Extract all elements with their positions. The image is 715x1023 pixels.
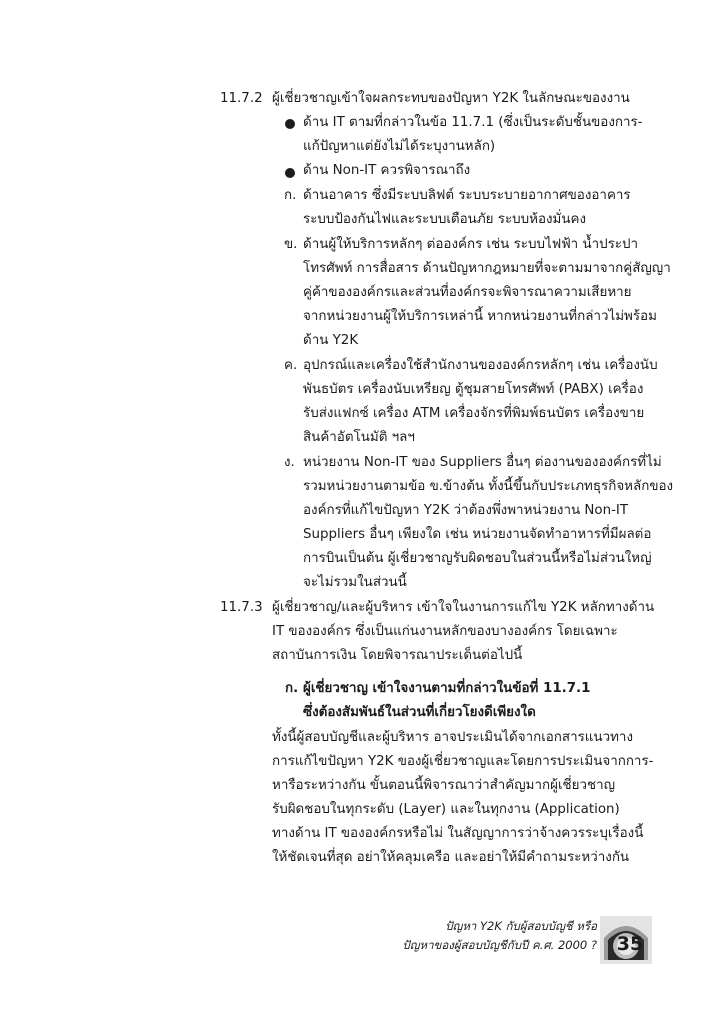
item-marker: ค. xyxy=(284,358,298,373)
bullet-text: แก้ปัญหาแต่ยังไม่ได้ระบุงานหลัก) xyxy=(303,139,496,154)
item-text: รับส่งแฟกซ์ เครื่อง ATM เครื่องจักรที่พิมพ์ธนบัตร เครื่องขาย xyxy=(303,406,645,421)
item-text: จะไม่รวมในส่วนนี้ xyxy=(303,575,407,590)
sub-heading: ซึ่งต้องสัมพันธ์ในส่วนที่เกี่ยวโยงดีเพียงใด xyxy=(303,705,536,720)
item-marker: ก. xyxy=(284,188,297,203)
body-text: รับผิดชอบในทุกระดับ (Layer) และในทุกงาน (Application) xyxy=(272,802,620,817)
item-text: หน่วยงาน Non-IT ของ Suppliers อื่นๆ ต่องานขององค์กรที่ไม่ xyxy=(303,455,662,470)
bullet-text: ด้าน Non-IT ควรพิจารณาถึง xyxy=(303,163,471,178)
body-text: การแก้ไขปัญหา Y2K ของผู้เชี่ยวชาญและโดยการประเมินจากการ- xyxy=(272,754,654,769)
section-number: 11.7.3 xyxy=(220,600,263,615)
item-text: รวมหน่วยงานตามข้อ ข.ข้างต้น ทั้งนี้ขึ้นกับประเภทธุรกิจหลักของ xyxy=(303,479,674,494)
item-text: ด้านผู้ให้บริการหลักๆ ต่อองค์กร เช่น ระบบไฟฟ้า น้ำประปา xyxy=(303,237,639,252)
item-text: ด้านอาคาร ซึ่งมีระบบลิฟต์ ระบบระบายอากาศของอาคาร xyxy=(303,188,631,203)
footer-title-line: ปัญหาของผู้สอบบัญชีกับปี ค.ศ. 2000 ? xyxy=(402,938,597,952)
item-text: โทรศัพท์ การสื่อสาร ด้านปัญหากฎหมายที่จะตามมาจากคู่สัญญา xyxy=(303,261,671,276)
section-number: 11.7.2 xyxy=(220,91,263,106)
section-text: IT ขององค์กร ซึ่งเป็นแก่นงานหลักของบางองค์กร โดยเฉพาะ xyxy=(272,624,618,639)
body-text: ทั้งนี้ผู้สอบบัญชีและผู้บริหาร อาจประเมินได้จากเอกสารแนวทาง xyxy=(272,730,633,745)
bullet-icon xyxy=(285,119,295,129)
item-text: พันธบัตร เครื่องนับเหรียญ ตู้ชุมสายโทรศัพท์ (PABX) เครื่อง xyxy=(303,382,644,397)
item-text: สินค้าอัตโนมัติ ฯลฯ xyxy=(303,430,415,445)
item-text: องค์กรที่แก้ไขปัญหา Y2K ว่าต้องพึ่งพาหน่วยงาน Non-IT xyxy=(303,503,629,518)
body-text: หารือระหว่างกัน ขั้นตอนนี้พิจารณาว่าสำคัญมากผู้เชี่ยวชาญ xyxy=(272,778,616,793)
body-text: ทางด้าน IT ขององค์กรหรือไม่ ในสัญญาการว่าจ้างควรระบุเรื่องนี้ xyxy=(272,826,644,841)
item-text: อุปกรณ์และเครื่องใช้สำนักงานขององค์กรหลักๆ เช่น เครื่องนับ xyxy=(303,358,658,373)
section-text: ผู้เชี่ยวชาญ/และผู้บริหาร เข้าใจในงานการแก้ไข Y2K หลักทางด้าน xyxy=(272,600,655,615)
section-heading: ผู้เชี่ยวชาญเข้าใจผลกระทบของปัญหา Y2K ในลักษณะของงาน xyxy=(272,91,630,106)
item-text: Suppliers อื่นๆ เพียงใด เช่น หน่วยงานจัดทำอาหารที่มีผลต่อ xyxy=(303,527,652,542)
item-marker: ง. xyxy=(284,455,295,470)
footer-title-line: ปัญหา Y2K กับผู้สอบบัญชี หรือ xyxy=(445,919,597,933)
sub-marker: ก. xyxy=(285,681,299,696)
item-text: คู่ค้าขององค์กรและส่วนที่องค์กรจะพิจารณาความเสียหาย xyxy=(303,285,632,300)
item-marker: ข. xyxy=(284,237,298,252)
body-text: ให้ชัดเจนที่สุด อย่าให้คลุมเครือ และอย่าให้มีคำถามระหว่างกัน xyxy=(272,850,630,865)
sub-heading: ผู้เชี่ยวชาญ เข้าใจงานตามที่กล่าวในข้อที่ 11.7.1 xyxy=(303,681,591,696)
item-text: การบินเป็นต้น ผู้เชี่ยวชาญรับผิดชอบในส่วนนี้หรือไม่ส่วนใหญ่ xyxy=(303,551,652,566)
page-number: 35 xyxy=(616,933,644,955)
item-text: ด้าน Y2K xyxy=(303,333,359,348)
bullet-text: ด้าน IT ตามที่กล่าวในข้อ 11.7.1 (ซึ่งเป็นระดับชั้นของการ- xyxy=(303,115,643,130)
section-text: สถาบันการเงิน โดยพิจารณาประเด็นต่อไปนี้ xyxy=(272,648,523,663)
item-text: จากหน่วยงานผู้ให้บริการเหล่านี้ หากหน่วยงานที่กล่าวไม่พร้อม xyxy=(303,309,657,324)
item-text: ระบบป้องกันไฟและระบบเตือนภัย ระบบห้องมั่นคง xyxy=(303,212,587,227)
bullet-icon xyxy=(285,168,295,178)
